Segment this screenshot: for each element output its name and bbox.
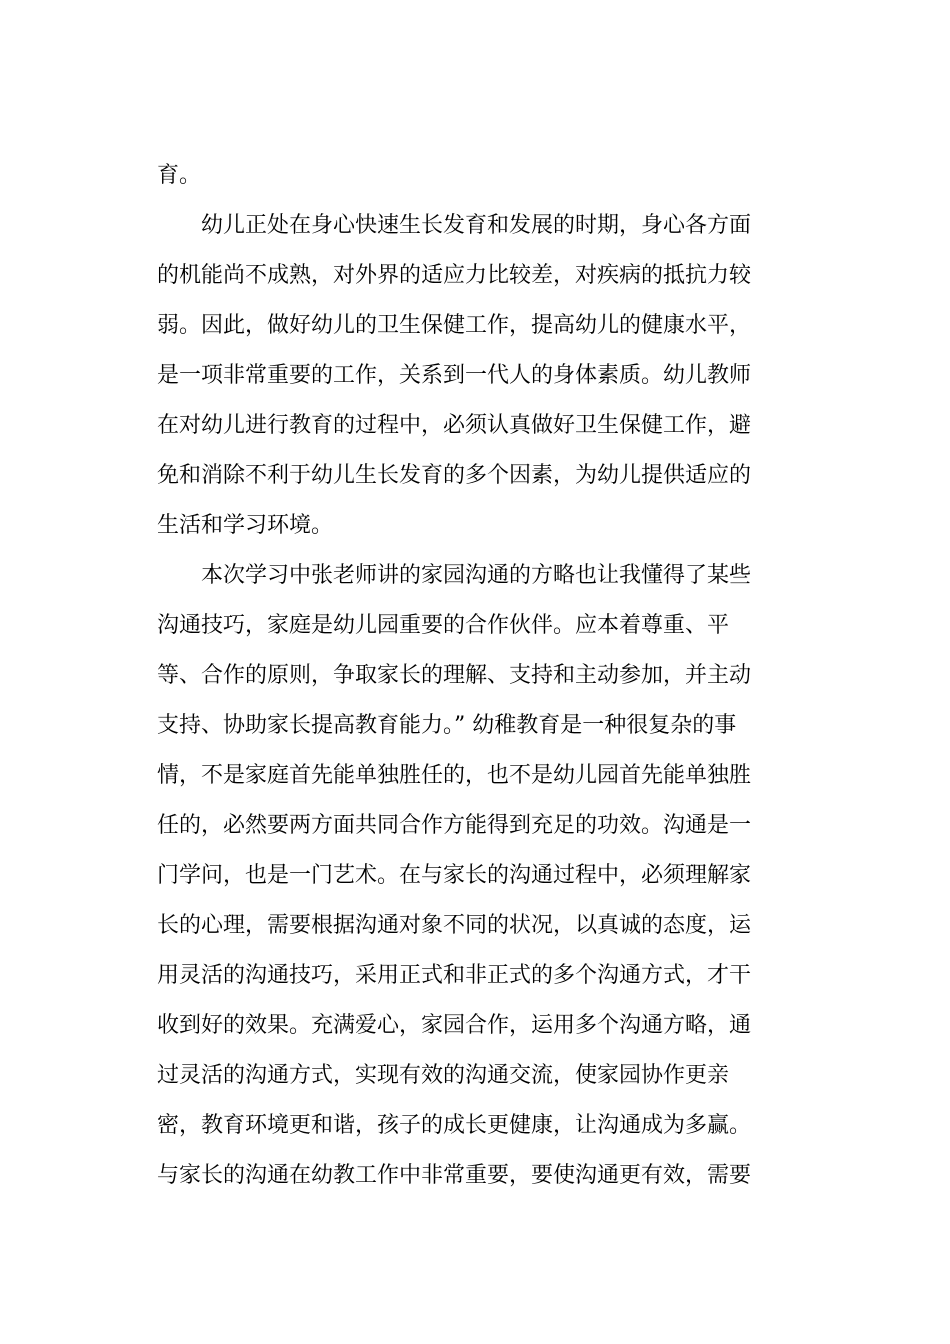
paragraph-first-line: 本次学习中张老师讲的家园沟通的方略也让我懂得了某些	[201, 563, 752, 588]
text-line: 免和消除不利于幼儿生长发育的多个因素，为幼儿提供适应的	[157, 463, 752, 488]
text-line: 弱。因此，做好幼儿的卫生保健工作，提高幼儿的健康水平，	[157, 313, 752, 338]
text-line: 沟通技巧，家庭是幼儿园重要的合作伙伴。应本着尊重、平	[157, 613, 730, 638]
text-line: 在对幼儿进行教育的过程中，必须认真做好卫生保健工作，避	[157, 413, 752, 438]
text-line: 是一项非常重要的工作，关系到一代人的身体素质。幼儿教师	[157, 363, 752, 388]
text-line: 长的心理，需要根据沟通对象不同的状况，以真诚的态度，运	[157, 913, 752, 938]
text-line: 与家长的沟通在幼教工作中非常重要，要使沟通更有效，需要	[157, 1163, 752, 1188]
text-line: 密，教育环境更和谐，孩子的成长更健康，让沟通成为多赢。	[157, 1113, 752, 1138]
text-line: 情，不是家庭首先能单独胜任的，也不是幼儿园首先能单独胜	[157, 763, 752, 788]
text-line: 过灵活的沟通方式，实现有效的沟通交流，使家园协作更亲	[157, 1063, 730, 1088]
text-line: 育。	[157, 163, 202, 188]
text-line: 的机能尚不成熟，对外界的适应力比较差，对疾病的抵抗力较	[157, 263, 752, 288]
text-line: 门学问，也是一门艺术。在与家长的沟通过程中，必须理解家	[157, 863, 752, 888]
text-line: 支持、协助家长提高教育能力。” 幼稚教育是一种很复杂的事	[157, 713, 737, 738]
text-line: 生活和学习环境。	[157, 513, 334, 538]
text-line: 任的，必然要两方面共同合作方能得到充足的功效。沟通是一	[157, 813, 752, 838]
text-line: 用灵活的沟通技巧，采用正式和非正式的多个沟通方式，才干	[157, 963, 752, 988]
text-line: 收到好的效果。充满爱心，家园合作，运用多个沟通方略，通	[157, 1013, 752, 1038]
text-line: 等、合作的原则，争取家长的理解、支持和主动参加，并主动	[157, 663, 752, 688]
paragraph-first-line: 幼儿正处在身心快速生长发育和发展的时期，身心各方面	[201, 213, 752, 238]
